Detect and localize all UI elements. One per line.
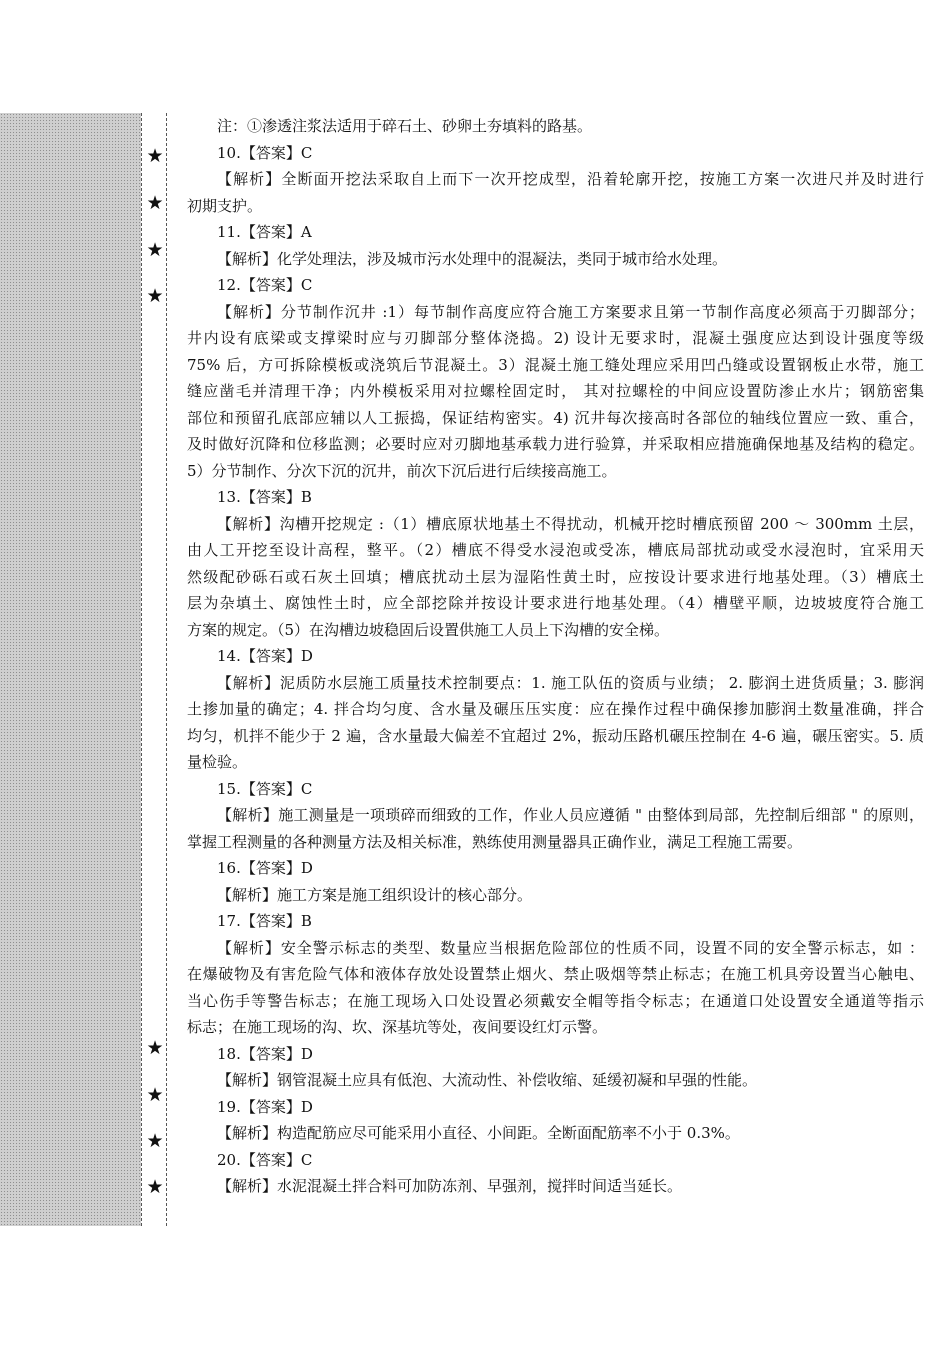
answer-explanation-text [187,113,924,1200]
text-line: 15.【答案】C [217,779,313,798]
margin-star-icon: ★ [146,145,164,167]
text-line: 10.【答案】C [217,143,313,162]
text-line: 【解析】分节制作沉井 :1）每节制作高度应符合施工方案要求且第一节制作高度必须高于刃脚部分； [217,302,924,321]
margin-dashed-line-right [166,113,167,1226]
text-line: 13.【答案】B [217,488,312,506]
text-line: 【解析】施工方案是施工组织设计的核心部分。 [217,885,533,904]
margin-star-icon: ★ [146,239,164,261]
text-line: 【解析】全断面开挖法采取自上而下一次开挖成型，沿着轮廓开挖，按施工方案一次进尺并及时进行 [217,170,924,188]
text-line: 初期支护。 [187,196,263,215]
text-line: 18.【答案】D [217,1044,313,1063]
text-line: 然级配砂砾石或石灰土回填；槽底扰动土层为湿陷性黄土时，应按设计要求进行地基处理。（3）槽底土 [187,567,924,586]
text-line: 量检验。 [187,753,248,771]
text-line: 掌握工程测量的各种测量方法及相关标准，熟练使用测量器具正确作业，满足工程施工需要。 [187,832,803,851]
text-line: 均匀，机拌不能少于 2 遍，含水量最大偏差不宜超过 2%，振动压路机碾压控制在 4-6 遍，碾压密实。5. 质 [187,726,924,745]
margin-pattern-strip [0,113,141,1226]
text-line: 75% 后，方可拆除模板或浇筑后节混凝土。3）混凝土施工缝处理应采用凹凸缝或设置钢板止水带，施工 [187,355,924,374]
text-line: 当心伤手等警告标志；在施工现场入口处设置必须戴安全帽等指令标志；在通道口处设置安全通道等指示 [187,991,924,1010]
margin-star-icon: ★ [146,192,164,214]
text-line: 20.【答案】C [217,1150,313,1169]
text-line: 方案的规定。（5）在沟槽边坡稳固后设置供施工人员上下沟槽的安全梯。 [187,620,670,639]
text-line: 土掺加量的确定；4. 拌合均匀度、含水量及碾压压实度：应在操作过程中确保掺加膨润土数量准确，拌合 [187,700,924,718]
text-line: 19.【答案】D [217,1097,313,1116]
text-line: 标志；在施工现场的沟、坎、深基坑等处，夜间要设红灯示警。 [187,1018,608,1036]
text-line: 12.【答案】C [217,276,313,294]
text-line: 【解析】泥质防水层施工质量技术控制要点：1. 施工队伍的资质与业绩； 2. 膨润土进货质量；3. 膨润 [217,673,924,692]
text-line: 5）分节制作、分次下沉的沉井，前次下沉后进行后续接高施工。 [187,461,617,480]
text-line: 【解析】水泥混凝土拌合料可加防冻剂、早强剂，搅拌时间适当延长。 [217,1177,683,1195]
text-line: 缝应凿毛并清理干净；内外模板采用对拉螺栓固定时， 其对拉螺栓的中间应设置防渗止水片；钢筋密集 [187,382,924,400]
text-line: 部位和预留孔底部应辅以人工振捣，保证结构密实。4) 沉井每次接高时各部位的轴线位置应一致、重合， [187,408,924,427]
text-line: 层为杂填土、腐蚀性土时，应全部挖除并按设计要求进行地基处理。（4）槽壁平顺，边坡坡度符合施工 [187,594,924,612]
margin-dashed-line-left [141,113,142,1226]
margin-star-icon: ★ [146,1084,164,1106]
text-line: 注：①渗透注浆法适用于碎石土、砂卵土夯填料的路基。 [217,117,593,135]
margin-star-icon: ★ [146,285,164,307]
text-line: 17.【答案】B [217,912,312,930]
text-line: 【解析】化学处理法，涉及城市污水处理中的混凝法，类同于城市给水处理。 [217,249,728,268]
text-line: 11.【答案】A [217,223,312,241]
text-line: 井内设有底梁或支撑梁时应与刃脚部分整体浇捣。2) 设计无要求时，混凝土强度应达到设计强度等级 [187,329,924,347]
text-line: 在爆破物及有害危险气体和液体存放处设置禁止烟火、禁止吸烟等禁止标志；在施工机具旁设置当心触电、 [187,965,924,983]
text-line: 由人工开挖至设计高程，整平。（2）槽底不得受水浸泡或受冻，槽底局部扰动或受水浸泡时，宜采用天 [187,541,924,559]
text-line: 【解析】钢管混凝土应具有低泡、大流动性、补偿收缩、延缓初凝和早强的性能。 [217,1071,758,1089]
text-line: 【解析】施工测量是一项琐碎而细致的工作，作业人员应遵循 " 由整体到局部，先控制后细部 " 的原则， [217,806,924,824]
text-line: 【解析】构造配筋应尽可能采用小直径、小间距。全断面配筋率不小于 0.3%。 [217,1124,740,1142]
margin-star-icon: ★ [146,1037,164,1059]
margin-star-icon: ★ [146,1176,164,1198]
text-line: 【解析】安全警示标志的类型、数量应当根据危险部位的性质不同，设置不同的安全警示标志，如 ： [217,938,924,957]
text-line: 16.【答案】D [217,859,313,877]
margin-star-icon: ★ [146,1130,164,1152]
text-line: 及时做好沉降和位移监测；必要时应对刃脚地基承载力进行验算，并采取相应措施确保地基及结构的稳定。 [187,435,924,453]
text-line: 【解析】沟槽开挖规定 :（1）槽底原状地基土不得扰动，机械开挖时槽底预留 200 ～ 300mm 土层， [217,514,924,533]
text-line: 14.【答案】D [217,647,313,665]
